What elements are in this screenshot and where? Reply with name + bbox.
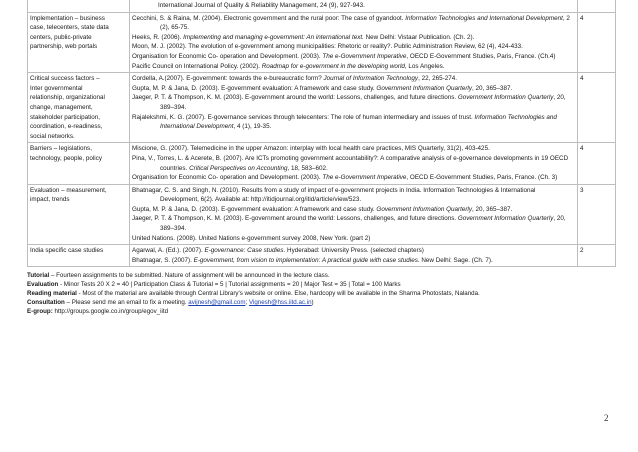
lecture-count: 4	[578, 143, 616, 184]
lecture-count: 4	[578, 73, 616, 143]
topic-line: Barriers – legislations,	[30, 145, 92, 153]
reference-title: Journal of Information Technology	[323, 75, 419, 83]
table-row	[28, 184, 616, 245]
reference-entry	[132, 52, 575, 62]
lecture-count: 3	[578, 184, 616, 245]
note-text: - Most of the material are available through Central Library's website or online. Else, hardcopy will be available in the Sharma Photostats, Nalanda.	[76, 290, 480, 298]
note-line	[27, 272, 615, 281]
topic-cell	[28, 143, 130, 184]
reference-text: Jaeger, P. T. & Thompson, K. M. (2003). E-government around the world: Lessons, challenges, and future directions.	[132, 94, 458, 102]
reference-title: Information Technologies and International Development	[160, 113, 557, 131]
topic-line: change, management,	[30, 103, 93, 111]
references-cell	[130, 245, 578, 267]
reference-text: , 20, 365–387.	[471, 84, 513, 92]
table-row	[28, 12, 616, 73]
note-label: Reading material	[27, 290, 77, 298]
table-row	[28, 73, 616, 143]
reference-text: Rajalekshmi, K. G. (2007). E-governance services through telecenters: The role of human intermediary and issues of trust.	[132, 113, 475, 121]
reference-entry	[132, 42, 575, 52]
reference-text: Bhatnagar, C. S. and Singh, N. (2010). Results from a study of impact of e-government projects in India. Information Technologies & International Development, 6(2). Available at: http://itidjournal.org/itid/article/view/523.	[132, 186, 536, 204]
reference-entry	[132, 93, 575, 112]
reference-text: New Delhi: Vistaar Publication. (Ch. 2).	[363, 33, 475, 41]
lecture-count	[578, 0, 616, 12]
reference-entry	[132, 154, 575, 173]
reference-text: , 2 (2), 65-75.	[160, 14, 570, 32]
reference-entry	[132, 173, 575, 183]
reference-entry	[132, 1, 575, 11]
reference-text: International Journal of Quality & Reliability Management, 24 (9), 927-943.	[158, 2, 365, 9]
reference-text: , Los Angeles.	[404, 62, 445, 70]
reference-text: , OECD E-Government Studies, Paris, France. (Ch.4)	[406, 52, 556, 60]
note-line	[27, 299, 615, 308]
reference-title: E-government, from vision to implementation: A practical guide with case studies	[193, 256, 418, 264]
topic-line: centers, public-private	[30, 33, 92, 41]
note-text: – Please send me an email to fix a meeting.	[64, 299, 189, 307]
reference-entry	[132, 246, 575, 256]
reference-title: Roadmap for e-government in the developing world	[261, 62, 405, 70]
email-link[interactable]: avijnesh@gmail.com	[188, 299, 246, 307]
topic-line: case, telecenters, state data	[30, 24, 109, 32]
references-cell	[130, 12, 578, 73]
topic-cell	[28, 184, 130, 245]
table-row	[28, 0, 616, 12]
topic-cell	[28, 245, 130, 267]
reference-title: E-governance: Case studies	[204, 247, 284, 255]
topic-line: Implementation – business	[30, 14, 105, 22]
reference-entry	[132, 113, 575, 132]
reference-text: Organisation for Economic Co- operation and Development. (2003).	[132, 174, 323, 182]
topic-line: Critical success factors –	[30, 75, 100, 83]
topic-line: coordination, e-readiness,	[30, 123, 103, 131]
note-label: Consultation	[27, 299, 65, 307]
note-line	[27, 290, 615, 299]
table-row	[28, 143, 616, 184]
email-separator: ;	[245, 299, 249, 307]
reference-entry	[132, 256, 575, 266]
note-line	[27, 308, 615, 317]
syllabus-page	[27, 0, 615, 317]
reference-text: Pacific Council on International Policy. (2002).	[132, 62, 262, 70]
reference-entry	[132, 205, 575, 215]
reference-title: Government Information Quarterly	[457, 94, 554, 102]
topic-line: relationship, organizational	[30, 94, 105, 102]
reference-text: , 4 (1), 19-35.	[233, 123, 272, 131]
course-notes	[27, 272, 615, 317]
note-line	[27, 281, 615, 290]
reference-text: Gupta, M. P. & Jana, D. (2003). E-government evaluation: A framework and case study.	[132, 84, 377, 92]
topic-line: partnership, web portals	[30, 43, 98, 51]
note-text: http://groups.google.co.in/group/egov_iitd	[52, 308, 169, 316]
reference-entry	[132, 214, 575, 233]
lecture-count: 4	[578, 12, 616, 73]
reference-title: Government Information Quarterly	[376, 84, 472, 92]
reference-text: , 20, 389–394.	[160, 94, 566, 111]
note-label: E-group:	[27, 308, 53, 316]
table-row	[28, 245, 616, 267]
references-cell	[130, 143, 578, 184]
reference-title: Implementing and managing e-government: An international text.	[183, 33, 364, 41]
topic-line: technology, people, policy	[30, 154, 102, 162]
note-text: – Fourteen assignments to be submitted. Nature of assignment will be announced in the lecture class.	[49, 272, 330, 280]
references-cell	[130, 73, 578, 143]
reference-text: , 22, 265-274.	[418, 75, 457, 83]
reference-text: Heeks, R. (2006).	[132, 33, 184, 41]
reference-title: The e-Government Imperative	[322, 174, 407, 182]
note-text: - Minor Tests 20 X 2 = 40 | Participation Class & Tutorial = 5 | Tutorial assignments = 20 | Major Test = 35 | Total = 100 Marks	[58, 281, 401, 289]
reference-text: . Hyderabad: University Press. (selected chapters)	[283, 247, 424, 255]
page-number: 2	[604, 413, 609, 423]
topic-line: stakeholder participation,	[30, 113, 101, 121]
reference-entry	[132, 14, 575, 33]
reference-entry	[132, 234, 575, 244]
reference-title: Critical Perspectives on Accounting	[189, 164, 288, 172]
reference-text: . New Delhi: Sage. (Ch. 7).	[417, 256, 493, 264]
lecture-count: 2	[578, 245, 616, 267]
reference-text: Cecchini, S. & Raina, M. (2004). Electronic government and the rural poor: The case of gyandoot.	[132, 14, 406, 22]
reference-text: Miscione, G. (2007). Telemedicine in the upper Amazon: interplay with local health care practices, MIS Quarterly, 31(2), 403-425.	[132, 145, 490, 153]
note-label: Evaluation	[27, 281, 59, 289]
reference-entry	[132, 62, 575, 72]
reference-text: Agarwal, A. (Ed.). (2007).	[132, 247, 205, 255]
reference-text: Moon, M. J. (2002). The evolution of e-government among municipalities: Rhetoric or reality?. Public Administration Review, 62 (4), 424-433.	[132, 43, 523, 51]
reference-text: , OECD E-Government Studies, Paris, France. (Ch. 3)	[406, 174, 558, 182]
topic-line: social networks.	[30, 132, 75, 140]
note-label: Tutorial	[27, 272, 50, 280]
references-cell	[130, 0, 578, 12]
reference-title: Government Information Quarterly	[376, 205, 472, 213]
reference-entry	[132, 74, 575, 84]
readings-table	[27, 0, 616, 267]
reference-text: Bhatnagar, S. (2007).	[132, 256, 194, 264]
reference-text: Organisation for Economic Co- operation and Development. (2003).	[132, 52, 323, 60]
reference-text: Gupta, M. P. & Jana, D. (2003). E-government evaluation: A framework and case study.	[132, 205, 377, 213]
reference-title: The e-Government Imperative	[322, 52, 407, 60]
reference-entry	[132, 33, 575, 43]
topic-line: India specific case studies	[30, 247, 104, 255]
topic-cell	[28, 12, 130, 73]
topic-line: impact, trends	[30, 196, 70, 204]
topic-line: Evaluation – measurement,	[30, 186, 107, 194]
reference-text: , 20, 389–394.	[160, 215, 566, 233]
references-cell	[130, 184, 578, 245]
reference-title: Information Technologies and International Development	[405, 14, 563, 22]
reference-text: , 20, 365–387.	[471, 205, 513, 213]
reference-title: Government Information Quarterly	[457, 215, 554, 223]
reference-text: Jaeger, P. T. & Thompson, K. M. (2003). E-government around the world: Lessons, challenges, and future directions.	[132, 215, 458, 223]
reference-text: Cordella, A.(2007). E-government: towards the e-bureaucratic form?	[132, 75, 324, 83]
reference-entry	[132, 144, 575, 154]
note-text: )	[311, 299, 314, 307]
reference-entry	[132, 84, 575, 94]
email-link[interactable]: Vignesh@hss.iitd.ac.in	[248, 299, 312, 307]
reference-text: United Nations. (2008). United Nations e-government survey 2008, New York. (part 2)	[132, 234, 371, 242]
topic-cell	[28, 0, 130, 12]
topic-line: Inter governmental	[30, 84, 83, 92]
topic-cell	[28, 73, 130, 143]
reference-text: Pina, V., Torres, L. & Acerete, B. (2007). Are ICTs promoting government accountability?: A comparative analysis of e-governance developments in 19 OECD countries.	[132, 154, 569, 172]
reference-entry	[132, 186, 575, 205]
reference-text: , 18, 583–602.	[287, 164, 328, 172]
